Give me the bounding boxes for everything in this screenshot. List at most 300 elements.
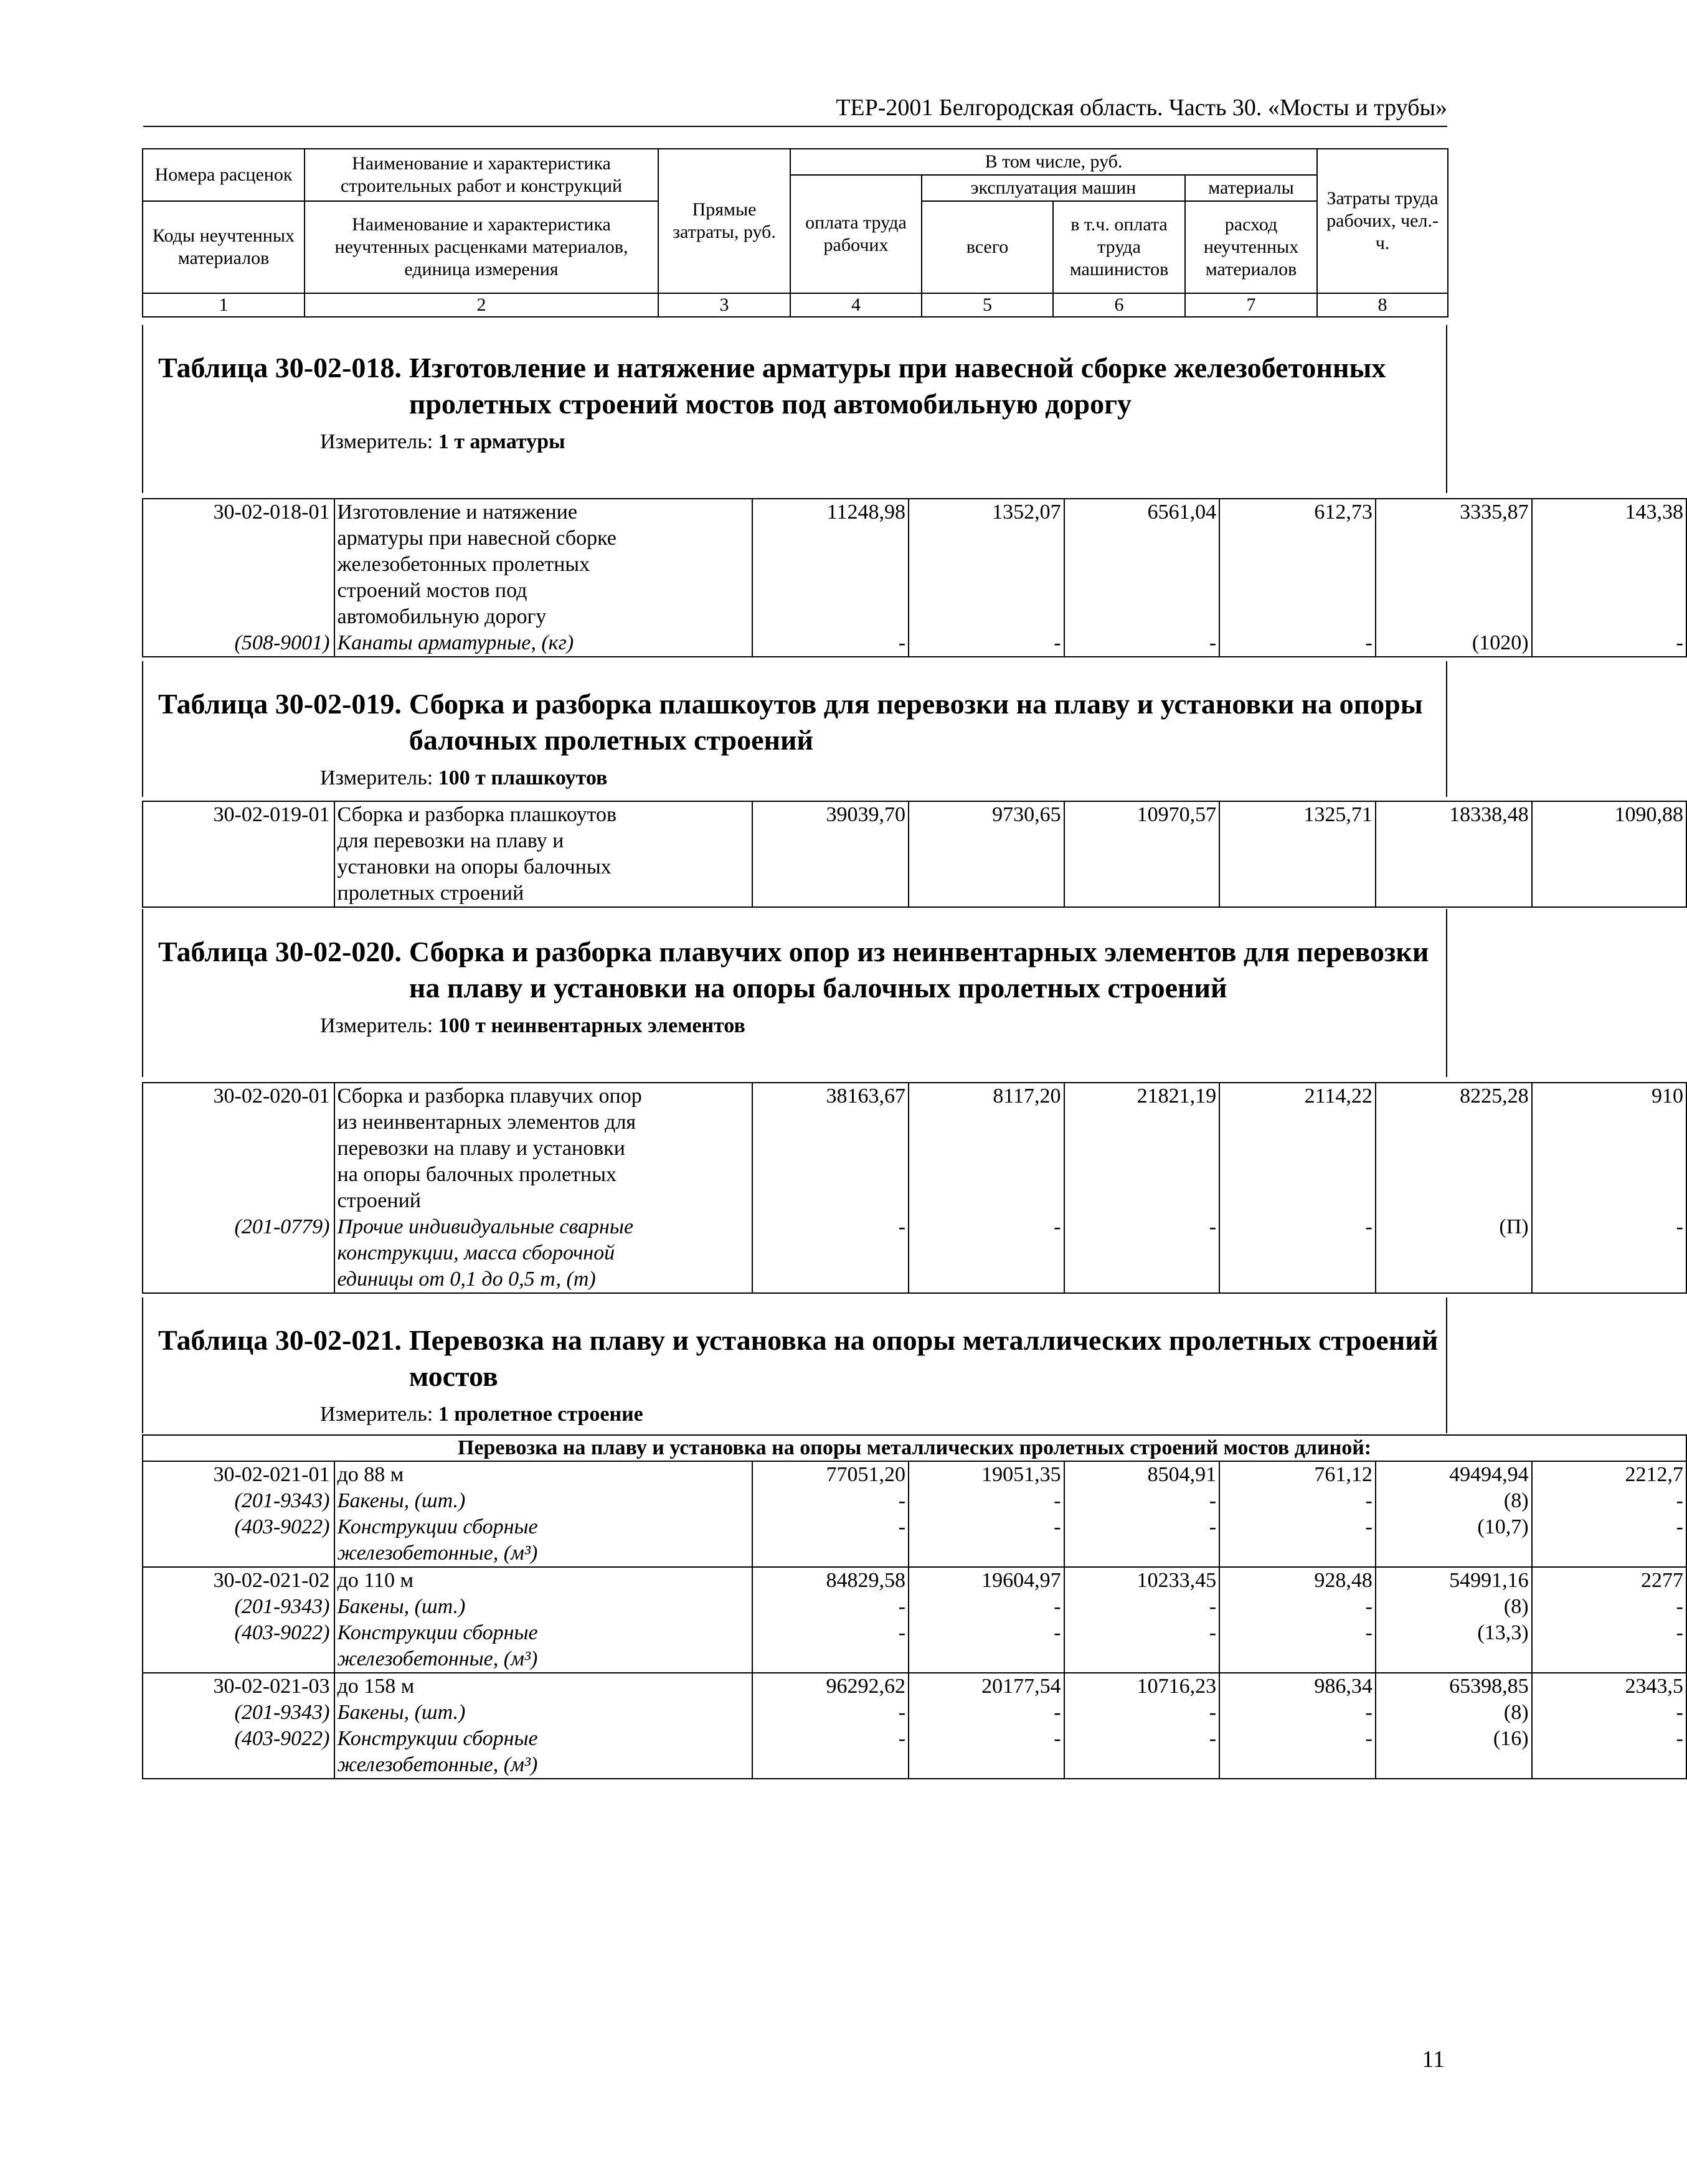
cell-line xyxy=(755,604,905,630)
cell-line: - xyxy=(1209,1515,1217,1538)
cell-line xyxy=(1222,854,1373,880)
table-title-block xyxy=(142,1297,1447,1433)
cell-line xyxy=(146,1162,330,1188)
cell-line xyxy=(1535,552,1683,578)
cell-line xyxy=(146,854,330,880)
cell-line xyxy=(146,552,330,578)
cell-line: - xyxy=(1365,1621,1373,1644)
cell-line: - xyxy=(1054,1215,1061,1238)
cell-line: 30-02-020-01 xyxy=(213,1085,330,1108)
cell-line xyxy=(1222,1266,1373,1292)
cell-line: 761,12 xyxy=(1314,1463,1373,1486)
cell-line xyxy=(1535,1240,1683,1266)
cell-line: - xyxy=(898,1515,906,1538)
labor-hours-cell xyxy=(1532,1673,1686,1779)
cell-line: 19604,97 xyxy=(981,1569,1061,1592)
cell-line xyxy=(1222,880,1373,906)
cell-line: - xyxy=(898,631,906,654)
cell-line: 30-02-021-02 xyxy=(213,1569,330,1592)
measure-label: Измеритель: xyxy=(320,1014,433,1037)
cell-line xyxy=(1535,854,1683,880)
cell-line xyxy=(1535,828,1683,854)
column-number: 1 xyxy=(143,293,305,317)
cell-line: 30-02-018-01 xyxy=(213,501,330,524)
cell-line xyxy=(1222,1240,1373,1266)
column-number: 6 xyxy=(1053,293,1185,317)
cell-line xyxy=(1379,828,1529,854)
cell-line: - xyxy=(1676,1595,1683,1618)
cell-line: 49494,94 xyxy=(1449,1463,1529,1486)
table-subheader: Перевозка на плаву и установка на опоры металлических пролетных строений мостов длиной: xyxy=(143,1435,1686,1461)
cell-line: - xyxy=(1054,1701,1061,1724)
cell-line: железобетонные, (м³) xyxy=(337,1647,538,1670)
cell-line xyxy=(1535,1109,1683,1136)
cell-line: 1325,71 xyxy=(1303,803,1373,826)
measure-value: 100 т плашкоутов xyxy=(438,766,608,789)
operator-pay-cell xyxy=(1219,1461,1376,1567)
cell-line xyxy=(755,828,905,854)
cell-line xyxy=(1222,604,1373,630)
cell-line: (201-9343) xyxy=(234,1489,330,1512)
cell-line xyxy=(1379,1540,1529,1566)
cell-line: - xyxy=(1676,1515,1683,1538)
cell-line: 30-02-021-01 xyxy=(213,1463,330,1486)
rate-table xyxy=(142,498,1687,657)
cell-line xyxy=(1222,1540,1373,1566)
materials-cell xyxy=(1376,1461,1532,1567)
cell-line: 2343,5 xyxy=(1625,1675,1683,1698)
table-title: Изготовление и натяжение арматуры при навесной сборке железобетонных пролетных строений мостов под автомобильную дорогу xyxy=(409,352,1386,420)
work-name-cell xyxy=(334,1567,753,1673)
cell-line: - xyxy=(898,1595,906,1618)
table-title: Сборка и разборка плавучих опор из неинвентарных элементов для перевозки на плаву и установки на опоры балочных пролетных строений xyxy=(409,936,1429,1004)
table-row xyxy=(143,499,1686,657)
cell-line: 986,34 xyxy=(1314,1675,1373,1698)
cell-line: Сборка и разборка плавучих опор xyxy=(337,1085,642,1108)
cell-line xyxy=(1222,578,1373,604)
cell-line: для перевозки на плаву и xyxy=(337,829,564,852)
cell-line xyxy=(1067,854,1217,880)
cell-line xyxy=(1067,552,1217,578)
header-c2-bottom: Наименование и характеристика неучтенных расценками материалов, единица измерения xyxy=(305,201,658,293)
cell-line: - xyxy=(898,1489,906,1512)
cell-line: Изготовление и натяжение xyxy=(337,501,577,524)
cell-line xyxy=(1067,1162,1217,1188)
cell-line: (201-0779) xyxy=(234,1215,330,1238)
cell-line xyxy=(1067,1109,1217,1136)
cell-line xyxy=(1379,604,1529,630)
column-number: 5 xyxy=(922,293,1053,317)
cell-line: до 88 м xyxy=(337,1463,404,1486)
rate-table xyxy=(142,1082,1687,1294)
cell-line: 10233,45 xyxy=(1136,1569,1217,1592)
table-number: Таблица 30-02-018. xyxy=(158,352,402,384)
cell-line: 2277 xyxy=(1641,1569,1683,1592)
cell-line xyxy=(1067,1646,1217,1672)
column-number: 3 xyxy=(658,293,790,317)
cell-line xyxy=(1535,1266,1683,1292)
cell-line xyxy=(1222,1188,1373,1214)
cell-line: 30-02-019-01 xyxy=(213,803,330,826)
measure-label: Измеритель: xyxy=(320,1403,433,1426)
operator-pay-cell xyxy=(1219,1567,1376,1673)
operator-pay-cell xyxy=(1219,801,1376,907)
cell-line: строений xyxy=(337,1189,421,1212)
cell-line: - xyxy=(898,1701,906,1724)
cell-line: 84829,58 xyxy=(826,1569,906,1592)
cell-line: единицы от 0,1 до 0,5 т, (т) xyxy=(337,1268,596,1291)
cell-line xyxy=(755,1646,905,1672)
cell-line: пролетных строений xyxy=(337,882,524,905)
cell-line: 2114,22 xyxy=(1304,1085,1373,1108)
cell-line xyxy=(1535,604,1683,630)
header-c5: всего xyxy=(922,201,1053,293)
cell-line xyxy=(912,828,1061,854)
cell-line: - xyxy=(1676,1701,1683,1724)
measure-value: 1 пролетное строение xyxy=(438,1403,643,1426)
cell-line xyxy=(1379,525,1529,552)
measure-label: Измеритель: xyxy=(320,766,433,789)
cell-line: 1090,88 xyxy=(1614,803,1683,826)
cell-line: 19051,35 xyxy=(981,1463,1061,1486)
cell-line: 39039,70 xyxy=(826,803,906,826)
cell-line xyxy=(1379,1646,1529,1672)
cell-line: - xyxy=(898,1621,906,1644)
page-number: 11 xyxy=(1422,2046,1445,2073)
column-number: 4 xyxy=(790,293,922,317)
cell-line xyxy=(912,604,1061,630)
table-number: Таблица 30-02-021. xyxy=(158,1324,402,1356)
cell-line: (8) xyxy=(1503,1489,1529,1512)
machines-total-cell xyxy=(1064,499,1220,657)
cell-line: 96292,62 xyxy=(826,1675,906,1698)
operator-pay-cell xyxy=(1219,1083,1376,1293)
cell-line xyxy=(1067,1240,1217,1266)
cell-line: - xyxy=(1365,1489,1373,1512)
cell-line: (8) xyxy=(1503,1595,1529,1618)
cell-line xyxy=(1535,1162,1683,1188)
cell-line xyxy=(755,1266,905,1292)
cell-line xyxy=(1222,1162,1373,1188)
cell-line: 8504,91 xyxy=(1147,1463,1217,1486)
cell-line xyxy=(1379,578,1529,604)
header-machines: эксплуатация машин xyxy=(922,175,1185,201)
cell-line: Бакены, (шт.) xyxy=(337,1595,466,1618)
rate-table xyxy=(142,1434,1687,1779)
cell-line: - xyxy=(1054,631,1061,654)
header-c6: в т.ч. оплата труда машинистов xyxy=(1053,201,1185,293)
table-row xyxy=(143,1673,1686,1779)
cell-line: 8117,20 xyxy=(993,1085,1061,1108)
header-materials: материалы xyxy=(1185,175,1317,201)
cell-line xyxy=(1535,525,1683,552)
cell-line xyxy=(755,1162,905,1188)
cell-line: (16) xyxy=(1493,1727,1529,1750)
cell-line xyxy=(1067,880,1217,906)
page-header: ТЕР-2001 Белгородская область. Часть 30. «Мосты и трубы» xyxy=(143,92,1447,127)
cell-line xyxy=(1067,828,1217,854)
cell-line xyxy=(146,578,330,604)
cell-line: Сборка и разборка плашкоутов xyxy=(337,803,617,826)
cell-line: конструкции, масса сборочной xyxy=(337,1241,615,1264)
cell-line xyxy=(755,880,905,906)
cell-line xyxy=(755,525,905,552)
cell-line: - xyxy=(1209,1215,1217,1238)
table-row xyxy=(143,801,1686,907)
direct-cost-cell xyxy=(752,1673,909,1779)
table-title: Перевозка на плаву и установка на опоры металлических пролетных строений мостов xyxy=(409,1324,1439,1392)
cell-line xyxy=(146,880,330,906)
measure-line xyxy=(143,758,1446,793)
machines-total-cell xyxy=(1064,1083,1220,1293)
worker-pay-cell xyxy=(909,499,1064,657)
operator-pay-cell xyxy=(1219,1673,1376,1779)
cell-line xyxy=(912,525,1061,552)
cell-line: - xyxy=(1676,631,1683,654)
cell-line: 8225,28 xyxy=(1460,1085,1529,1108)
cell-line xyxy=(1535,578,1683,604)
cell-line xyxy=(755,1540,905,1566)
cell-line xyxy=(1067,1188,1217,1214)
cell-line xyxy=(1535,880,1683,906)
worker-pay-cell xyxy=(909,801,1064,907)
cell-line: Бакены, (шт.) xyxy=(337,1701,466,1724)
cell-line: (201-9343) xyxy=(234,1595,330,1618)
cell-line: арматуры при навесной сборке xyxy=(337,527,617,550)
operator-pay-cell xyxy=(1219,499,1376,657)
materials-cell xyxy=(1376,499,1532,657)
cell-line: Прочие индивидуальные сварные xyxy=(337,1215,634,1238)
column-number: 7 xyxy=(1185,293,1317,317)
cell-line: - xyxy=(1365,1701,1373,1724)
cell-line: автомобильную дорогу xyxy=(337,605,547,628)
cell-line xyxy=(912,1188,1061,1214)
cell-line: железобетонных пролетных xyxy=(337,553,590,576)
cell-line: - xyxy=(1209,1727,1217,1750)
cell-line xyxy=(146,1646,330,1672)
cell-line: (403-9022) xyxy=(234,1515,330,1538)
header-c3: Прямые затраты, руб. xyxy=(658,149,790,293)
cell-line xyxy=(755,1240,905,1266)
cell-line: перевозки на плаву и установки xyxy=(337,1137,625,1160)
cell-line: - xyxy=(1054,1489,1061,1512)
measure-line xyxy=(143,1006,1446,1041)
cell-line: 10716,23 xyxy=(1136,1675,1217,1698)
rate-code-cell xyxy=(143,1461,334,1567)
worker-pay-cell xyxy=(909,1673,1064,1779)
cell-line xyxy=(1067,1752,1217,1778)
rate-code-cell xyxy=(143,801,334,907)
cell-line: из неинвентарных элементов для xyxy=(337,1111,636,1134)
cell-line xyxy=(912,1540,1061,1566)
cell-line xyxy=(146,525,330,552)
cell-line xyxy=(755,552,905,578)
cell-line xyxy=(1379,1266,1529,1292)
cell-line xyxy=(1379,1240,1529,1266)
cell-line: 1352,07 xyxy=(992,501,1061,524)
cell-line xyxy=(1379,1188,1529,1214)
column-header-table xyxy=(142,148,1448,318)
cell-line xyxy=(1535,1540,1683,1566)
cell-line: - xyxy=(1365,631,1373,654)
cell-line xyxy=(1222,552,1373,578)
cell-line xyxy=(912,578,1061,604)
direct-cost-cell xyxy=(752,1461,909,1567)
cell-line: - xyxy=(1054,1515,1061,1538)
materials-cell xyxy=(1376,801,1532,907)
cell-line: (403-9022) xyxy=(234,1727,330,1750)
cell-line: - xyxy=(1365,1515,1373,1538)
cell-line: - xyxy=(1209,1489,1217,1512)
cell-line: - xyxy=(1054,1727,1061,1750)
cell-line: 143,38 xyxy=(1625,501,1683,524)
cell-line: 54991,16 xyxy=(1449,1569,1529,1592)
cell-line xyxy=(146,1540,330,1566)
cell-line xyxy=(755,578,905,604)
direct-cost-cell xyxy=(752,499,909,657)
table-number: Таблица 30-02-019. xyxy=(158,688,402,720)
cell-line: - xyxy=(1676,1621,1683,1644)
cell-line xyxy=(1222,1109,1373,1136)
cell-line: - xyxy=(1209,1621,1217,1644)
cell-line: до 158 м xyxy=(337,1675,415,1698)
cell-line xyxy=(146,1266,330,1292)
cell-line: 612,73 xyxy=(1314,501,1373,524)
measure-value: 1 т арматуры xyxy=(438,430,565,453)
cell-line: (13,3) xyxy=(1477,1621,1529,1644)
measure-label: Измеритель: xyxy=(320,430,433,453)
cell-line: - xyxy=(1209,1595,1217,1618)
cell-line xyxy=(1222,1136,1373,1162)
cell-line: - xyxy=(1676,1215,1683,1238)
header-c7: расход неучтенных материалов xyxy=(1185,201,1317,293)
cell-line xyxy=(1535,1646,1683,1672)
cell-line xyxy=(755,1136,905,1162)
cell-line: 77051,20 xyxy=(826,1463,906,1486)
cell-line xyxy=(755,1752,905,1778)
worker-pay-cell xyxy=(909,1083,1064,1293)
cell-line: - xyxy=(1054,1595,1061,1618)
cell-line: (403-9022) xyxy=(234,1621,330,1644)
cell-line xyxy=(755,1188,905,1214)
cell-line: 30-02-021-03 xyxy=(213,1675,330,1698)
cell-line xyxy=(912,854,1061,880)
rate-code-cell xyxy=(143,499,334,657)
cell-line: Бакены, (шт.) xyxy=(337,1489,466,1512)
table-title-block xyxy=(142,909,1447,1077)
work-name-cell xyxy=(334,499,753,657)
cell-line xyxy=(912,880,1061,906)
cell-line: (508-9001) xyxy=(234,631,330,654)
cell-line xyxy=(1379,552,1529,578)
cell-line xyxy=(1222,1752,1373,1778)
cell-line xyxy=(146,604,330,630)
header-in-total: В том числе, руб. xyxy=(790,149,1317,175)
cell-line xyxy=(1379,1752,1529,1778)
materials-cell xyxy=(1376,1083,1532,1293)
machines-total-cell xyxy=(1064,1567,1220,1673)
cell-line: 928,48 xyxy=(1314,1569,1373,1592)
cell-line: Конструкции сборные xyxy=(337,1515,538,1538)
materials-cell xyxy=(1376,1567,1532,1673)
cell-line xyxy=(1067,578,1217,604)
header-c4: оплата труда рабочих xyxy=(790,175,922,293)
cell-line: 65398,85 xyxy=(1449,1675,1529,1698)
cell-line xyxy=(1067,1266,1217,1292)
cell-line xyxy=(1067,1540,1217,1566)
column-number: 8 xyxy=(1317,293,1448,317)
labor-hours-cell xyxy=(1532,499,1686,657)
cell-line xyxy=(1222,828,1373,854)
cell-line xyxy=(1379,1136,1529,1162)
cell-line xyxy=(146,1188,330,1214)
cell-line: железобетонные, (м³) xyxy=(337,1753,538,1776)
cell-line: 18338,48 xyxy=(1449,803,1529,826)
cell-line xyxy=(912,552,1061,578)
rate-code-cell xyxy=(143,1567,334,1673)
cell-line: 2212,7 xyxy=(1625,1463,1683,1486)
cell-line: (П) xyxy=(1499,1215,1529,1238)
cell-line xyxy=(146,1136,330,1162)
work-name-cell xyxy=(334,1461,753,1567)
table-number: Таблица 30-02-020. xyxy=(158,936,402,967)
cell-line: - xyxy=(1365,1595,1373,1618)
table-row xyxy=(143,1083,1686,1293)
cell-line xyxy=(755,854,905,880)
worker-pay-cell xyxy=(909,1461,1064,1567)
table-row xyxy=(143,1567,1686,1673)
header-c8: Затраты труда рабочих, чел.-ч. xyxy=(1317,149,1448,293)
cell-line: - xyxy=(1676,1489,1683,1512)
cell-line: 38163,67 xyxy=(826,1085,906,1108)
cell-line: 10970,57 xyxy=(1136,803,1217,826)
cell-line xyxy=(1379,1109,1529,1136)
cell-line: строений мостов под xyxy=(337,579,527,602)
cell-line xyxy=(912,1646,1061,1672)
cell-line: (10,7) xyxy=(1477,1515,1529,1538)
work-name-cell xyxy=(334,801,753,907)
cell-line: 21821,19 xyxy=(1136,1085,1217,1108)
cell-line: (201-9343) xyxy=(234,1701,330,1724)
materials-cell xyxy=(1376,1673,1532,1779)
labor-hours-cell xyxy=(1532,1461,1686,1567)
cell-line xyxy=(146,1240,330,1266)
cell-line xyxy=(912,1109,1061,1136)
worker-pay-cell xyxy=(909,1567,1064,1673)
rate-table xyxy=(142,801,1687,908)
cell-line xyxy=(1379,854,1529,880)
labor-hours-cell xyxy=(1532,1083,1686,1293)
cell-line: - xyxy=(1365,1727,1373,1750)
work-name-cell xyxy=(334,1673,753,1779)
table-title-block xyxy=(142,661,1447,797)
measure-value: 100 т неинвентарных элементов xyxy=(438,1014,745,1037)
direct-cost-cell xyxy=(752,1567,909,1673)
cell-line xyxy=(1222,1646,1373,1672)
table-title: Сборка и разборка плашкоутов для перевозки на плаву и установки на опоры балочных пролетных строений xyxy=(409,688,1423,756)
rate-code-cell xyxy=(143,1673,334,1779)
cell-line: железобетонные, (м³) xyxy=(337,1542,538,1565)
cell-line: - xyxy=(1676,1727,1683,1750)
cell-line: 11248,98 xyxy=(826,501,906,524)
measure-line xyxy=(143,1395,1446,1429)
cell-line xyxy=(912,1266,1061,1292)
header-c1-bottom: Коды неучтенных материалов xyxy=(143,201,305,293)
rate-code-cell xyxy=(143,1083,334,1293)
work-name-cell xyxy=(334,1083,753,1293)
cell-line xyxy=(1222,525,1373,552)
cell-line: Конструкции сборные xyxy=(337,1727,538,1750)
